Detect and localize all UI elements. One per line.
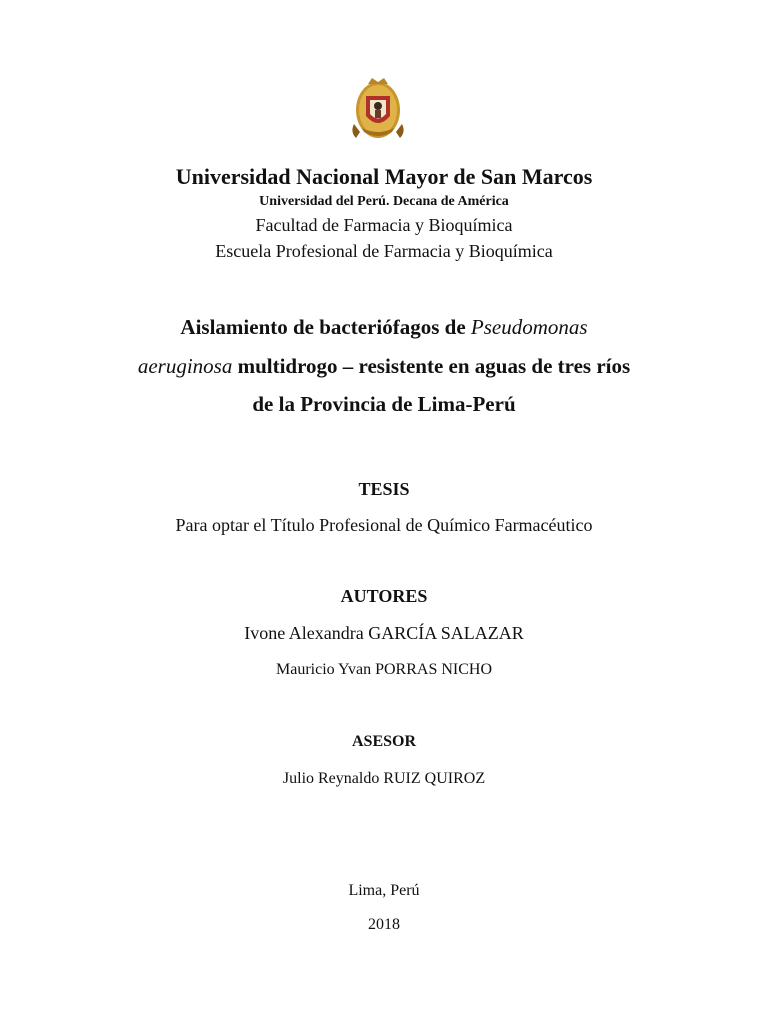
title-species-epithet: aeruginosa xyxy=(137,354,233,378)
advisor-name: Julio Reynaldo RUIZ QUIROZ xyxy=(282,770,486,787)
thesis-title-line-1 xyxy=(0,317,768,338)
thesis-title-line-2 xyxy=(0,356,768,377)
university-crest-logo xyxy=(346,76,410,142)
advisor-heading: ASESOR xyxy=(351,733,417,750)
title-text: Aislamiento de bacteriófagos de xyxy=(180,315,471,339)
document-type-label: TESIS xyxy=(358,479,410,499)
university-name: Universidad Nacional Mayor de San Marcos xyxy=(175,164,593,189)
title-text: multidrogo – resistente en aguas de tres ríos xyxy=(232,354,631,378)
authors-heading: AUTORES xyxy=(340,586,428,606)
year: 2018 xyxy=(368,916,400,933)
author-name: Ivone Alexandra GARCÍA SALAZAR xyxy=(244,623,524,643)
university-subtitle: Universidad del Perú. Decana de América xyxy=(259,194,509,209)
school-name: Escuela Profesional de Farmacia y Bioquímica xyxy=(215,241,553,261)
place: Lima, Perú xyxy=(348,882,420,899)
thesis-title-line-3: de la Provincia de Lima-Perú xyxy=(252,392,516,416)
faculty-name: Facultad de Farmacia y Bioquímica xyxy=(255,215,513,235)
title-species-genus: Pseudomonas xyxy=(470,315,588,339)
thesis-purpose: Para optar el Título Profesional de Químico Farmacéutico xyxy=(175,515,593,535)
author-name: Mauricio Yvan PORRAS NICHO xyxy=(275,661,493,678)
